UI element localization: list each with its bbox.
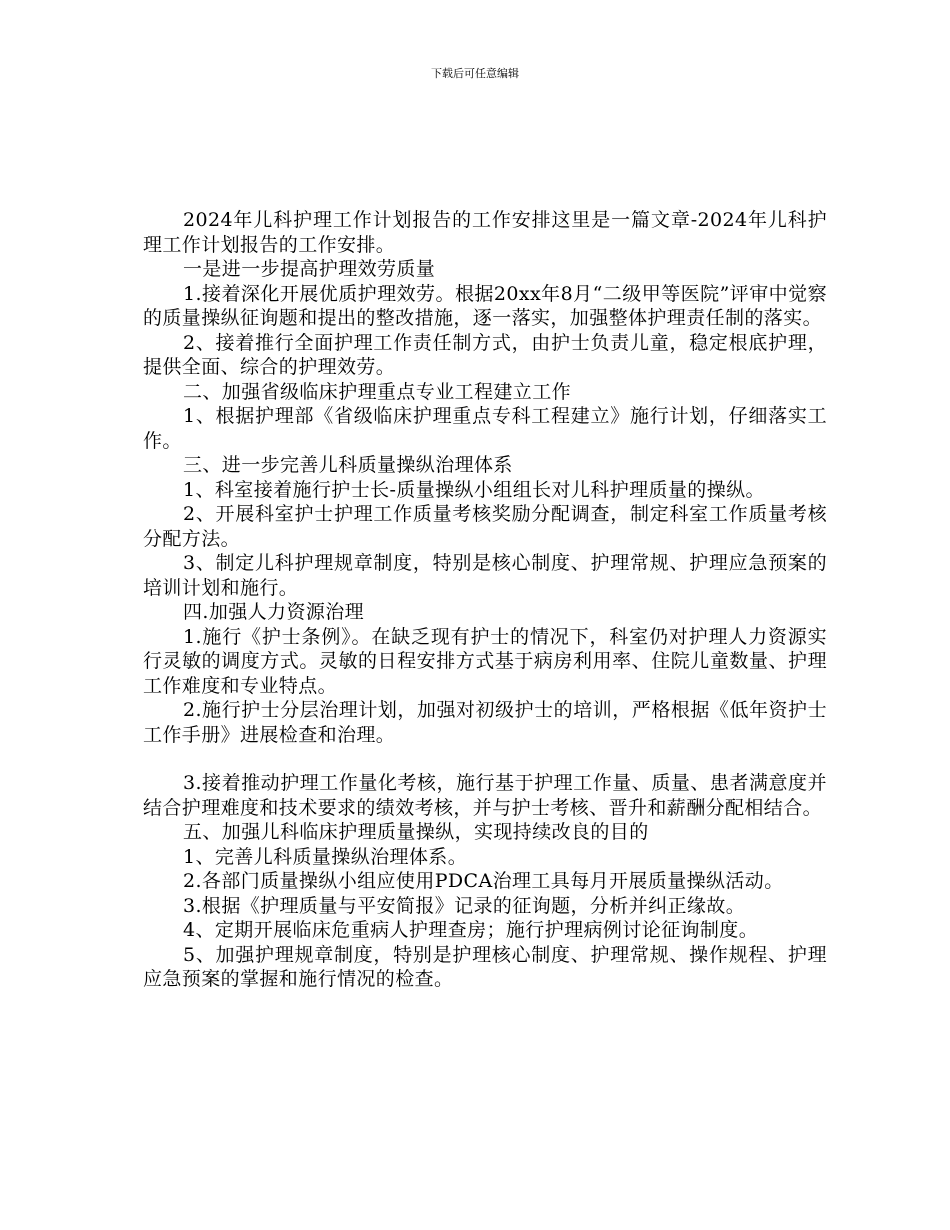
document-body bbox=[143, 208, 827, 992]
paragraph: 5、加强护理规章制度，特别是护理核心制度、护理常规、操作规程、护理应急预案的掌握和施行情况的检查。 bbox=[143, 943, 827, 990]
paragraph: 1.接着深化开展优质护理效劳。根据20xx年8月“二级甲等医院”评审中觉察的质量操纵征询题和提出的整改措施，逐一落实，加强整体护理责任制的落实。 bbox=[143, 282, 827, 329]
paragraph: 3、制定儿科护理规章制度，特别是核心制度、护理常规、护理应急预案的培训计划和施行。 bbox=[143, 552, 827, 599]
paragraph: 2、接着推行全面护理工作责任制方式，由护士负责儿童，稳定根底护理，提供全面、综合的护理效劳。 bbox=[143, 331, 827, 378]
paragraph-intro: 2024年儿科护理工作计划报告的工作安排这里是一篇文章-2024年儿科护理工作计划报告的工作安排。 bbox=[143, 209, 827, 256]
paragraph: 3.接着推动护理工作量化考核，施行基于护理工作量、质量、患者满意度并结合护理难度和技术要求的绩效考核，并与护士考核、晋升和薪酬分配相结合。 bbox=[143, 772, 827, 819]
section-heading-5: 五、加强儿科临床护理质量操纵，实现持续改良的目的 bbox=[183, 821, 649, 843]
paragraph: 3.根据《护理质量与平安简报》记录的征询题，分析并纠正缘故。 bbox=[183, 894, 746, 917]
paragraph: 1.施行《护士条例》。在缺乏现有护士的情况下，科室仍对护理人力资源实行灵敏的调度方式。灵敏的日程安排方式基于病房利用率、住院儿童数量、护理工作难度和专业特点。 bbox=[143, 625, 827, 697]
section-heading-2: 二、加强省级临床护理重点专业工程建立工作 bbox=[183, 380, 572, 403]
page-header: 下载后可任意编辑 bbox=[431, 67, 519, 80]
paragraph: 2.施行护士分层治理计划，加强对初级护士的培训，严格根据《低年资护士工作手册》进展检查和治理。 bbox=[143, 699, 827, 746]
section-heading-3: 三、进一步完善儿科质量操纵治理体系 bbox=[183, 454, 513, 476]
paragraph: 2.各部门质量操纵小组应使用PDCA治理工具每月开展质量操纵活动。 bbox=[183, 870, 784, 892]
paragraph: 2、开展科室护士护理工作质量考核奖励分配调查，制定科室工作质量考核分配方法。 bbox=[143, 503, 827, 550]
section-heading-4: 四.加强人力资源治理 bbox=[183, 601, 365, 623]
blank-line bbox=[143, 747, 827, 771]
paragraph: 1、完善儿科质量操纵治理体系。 bbox=[183, 845, 468, 868]
paragraph: 4、定期开展临床危重病人护理查房；施行护理病例讨论征询制度。 bbox=[183, 919, 759, 941]
paragraph: 1、根据护理部《省级临床护理重点专科工程建立》施行计划，仔细落实工作。 bbox=[143, 405, 827, 452]
paragraph: 1、科室接着施行护士长-质量操纵小组组长对儿科护理质量的操纵。 bbox=[183, 478, 765, 501]
section-heading-1: 一是进一步提高护理效劳质量 bbox=[183, 258, 436, 280]
